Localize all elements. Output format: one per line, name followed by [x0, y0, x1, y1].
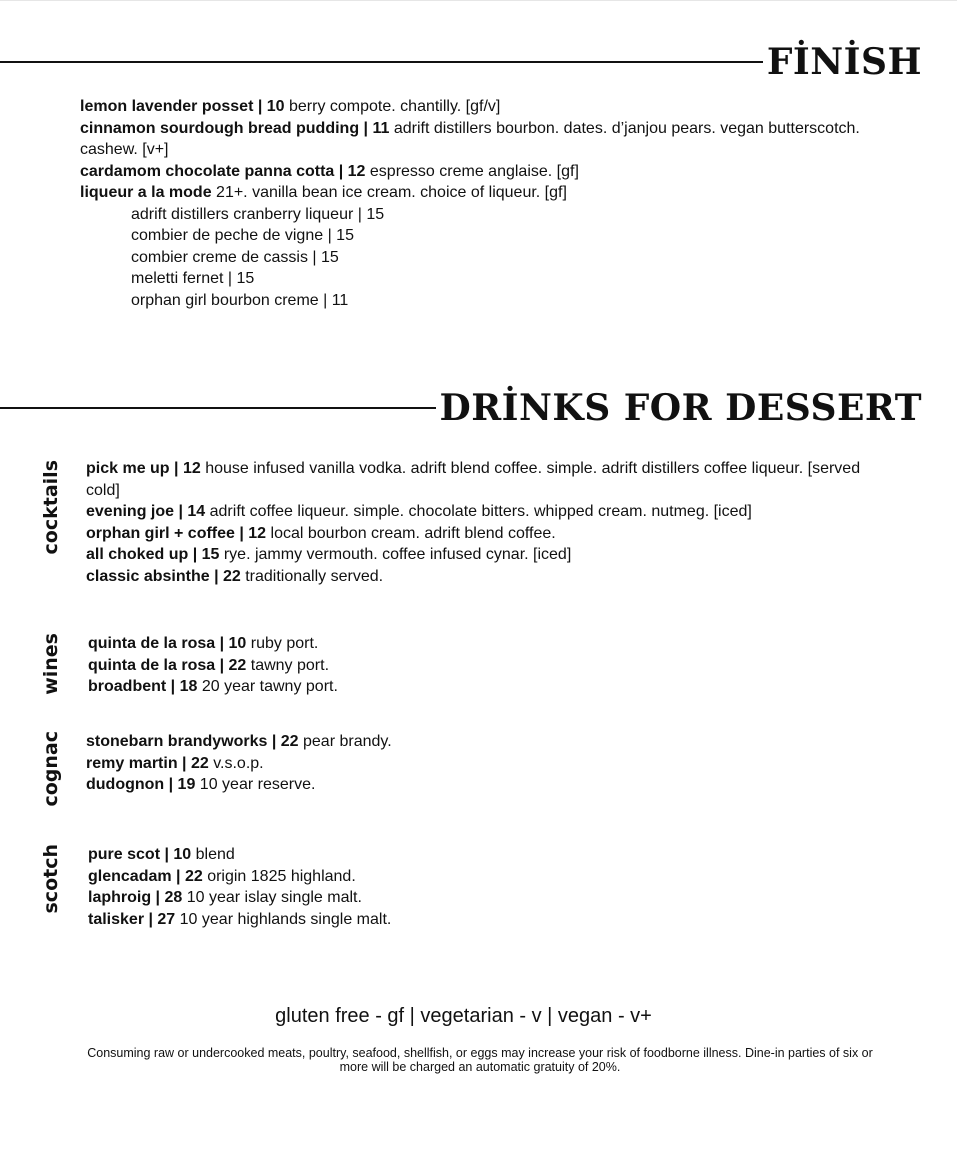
- dessert-drinks-section-header: [0, 387, 922, 429]
- finish-section-header: [0, 41, 922, 83]
- item-description: adrift distillers bourbon. dates. d’janjou pears. vegan butterscotch. cashew. [v+]: [80, 119, 860, 158]
- menu-item: [80, 161, 880, 183]
- menu-item: [86, 544, 886, 566]
- item-description: pear brandy.: [298, 733, 392, 750]
- top-divider: [0, 0, 957, 1]
- finish-title: FİNİSH: [766, 41, 922, 83]
- item-name: talisker | 27: [88, 910, 176, 928]
- liqueur-option: combier de peche de vigne | 15: [131, 227, 354, 244]
- food-safety-disclaimer: Consuming raw or undercooked meats, poultry, seafood, shellfish, or eggs may increase your risk of foodborne illness. Dine-in parties of six or more will be charged an automatic gratuity of 20%.: [87, 1046, 873, 1074]
- item-name: remy martin | 22: [86, 754, 209, 772]
- liqueur-option: adrift distillers cranberry liqueur | 15: [131, 205, 385, 223]
- menu-item: [86, 523, 886, 545]
- menu-item: [86, 566, 886, 588]
- item-name: stonebarn brandyworks | 22: [86, 733, 299, 750]
- item-name: laphroig | 28: [88, 889, 183, 906]
- section-rule: [0, 61, 763, 63]
- menu-item: [86, 458, 886, 501]
- menu-item: [88, 844, 888, 866]
- item-name: classic absinthe | 22: [86, 567, 241, 585]
- item-description: blend: [191, 846, 235, 863]
- menu-item: [86, 501, 886, 523]
- liqueur-option: meletti fernet | 15: [131, 270, 255, 287]
- item-name: broadbent | 18: [88, 678, 198, 695]
- menu-item: [88, 866, 888, 888]
- menu-item: [86, 753, 886, 775]
- menu-item: [80, 96, 880, 118]
- item-description: rye. jammy vermouth. coffee infused cynar. [iced]: [219, 546, 572, 563]
- menu-item: [88, 633, 888, 655]
- item-name: glencadam | 22: [88, 867, 203, 885]
- scotch-label: scotch: [40, 844, 62, 914]
- item-description: v.s.o.p.: [208, 754, 264, 772]
- scotch-list: [88, 844, 888, 930]
- liqueur-option: combier creme de cassis | 15: [131, 248, 339, 266]
- item-name: liqueur a la mode: [80, 184, 212, 201]
- wines-label: wines: [40, 633, 62, 695]
- menu-item: [88, 909, 888, 931]
- item-description: adrift coffee liqueur. simple. chocolate bitters. whipped cream. nutmeg. [iced]: [205, 503, 752, 520]
- item-description: espresso creme anglaise. [gf]: [365, 162, 579, 180]
- item-description: ruby port.: [246, 635, 319, 652]
- item-description: 10 year reserve.: [195, 776, 316, 793]
- menu-item: [80, 182, 880, 204]
- item-name: quinta de la rosa | 10: [88, 635, 247, 652]
- menu-item: [88, 655, 888, 677]
- item-description: berry compote. chantilly. [gf/v]: [284, 98, 501, 115]
- item-description: tawny port.: [246, 656, 330, 674]
- item-description: 10 year islay single malt.: [182, 889, 362, 906]
- item-name: cinnamon sourdough bread pudding | 11: [80, 119, 390, 137]
- item-name: pick me up | 12: [86, 460, 201, 477]
- section-rule: [0, 407, 436, 409]
- item-name: all choked up | 15: [86, 546, 220, 563]
- item-name: orphan girl + coffee | 12: [86, 524, 267, 542]
- menu-item: [88, 676, 888, 698]
- item-name: pure scot | 10: [88, 846, 192, 863]
- item-description: 20 year tawny port.: [197, 678, 338, 695]
- item-name: dudognon | 19: [86, 776, 196, 793]
- finish-menu-list: [80, 96, 880, 311]
- cognac-list: [86, 731, 886, 796]
- menu-item: [88, 887, 888, 909]
- liqueur-option: orphan girl bourbon creme | 11: [131, 291, 349, 309]
- item-name: evening joe | 14: [86, 503, 206, 520]
- item-description: local bourbon cream. adrift blend coffee.: [266, 524, 556, 542]
- cognac-label: cognac: [40, 731, 62, 807]
- wines-list: [88, 633, 888, 698]
- item-description: house infused vanilla vodka. adrift blend coffee. simple. adrift distillers coffee liqueur. [served cold]: [86, 460, 861, 499]
- dessert-drinks-title: DRİNKS FOR DESSERT: [439, 387, 922, 429]
- menu-item: [86, 774, 886, 796]
- item-description: 21+. vanilla bean ice cream. choice of liqueur. [gf]: [211, 184, 567, 201]
- cocktails-list: [86, 458, 886, 587]
- item-description: traditionally served.: [240, 567, 384, 585]
- menu-item: [86, 731, 886, 753]
- item-name: cardamom chocolate panna cotta | 12: [80, 162, 366, 180]
- item-description: 10 year highlands single malt.: [175, 910, 392, 928]
- item-name: lemon lavender posset | 10: [80, 98, 285, 115]
- item-description: origin 1825 highland.: [202, 867, 356, 885]
- dietary-legend: gluten free - gf | vegetarian - v | vegan - v+: [275, 1005, 652, 1027]
- menu-item: [80, 118, 880, 161]
- item-name: quinta de la rosa | 22: [88, 656, 247, 674]
- cocktails-label: cocktails: [40, 460, 62, 555]
